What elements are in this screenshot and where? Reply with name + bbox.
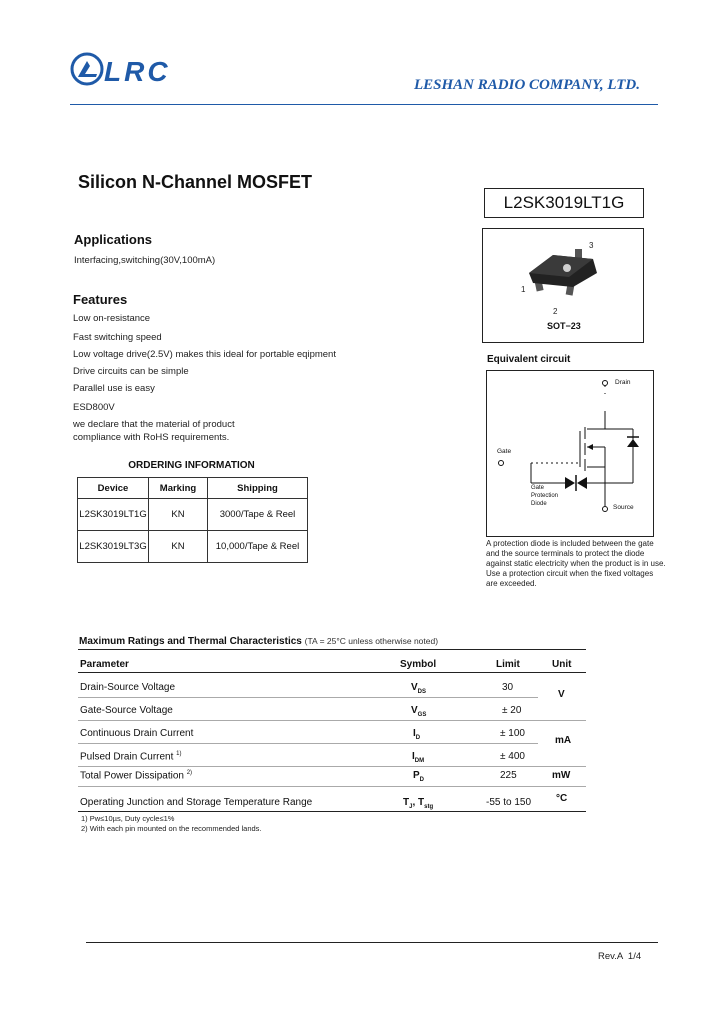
row-rule: [78, 743, 538, 744]
row-rule: [78, 766, 586, 767]
header-marking: Marking: [149, 478, 208, 499]
diode-label-1: Gate: [531, 485, 545, 491]
sot23-package-icon: [523, 243, 607, 303]
symbol-main: P: [413, 770, 420, 781]
unit-temperature: °C: [556, 793, 568, 804]
param-cell: [80, 751, 182, 762]
symbol-main: T: [403, 797, 410, 808]
feature-item: Fast switching speed: [73, 332, 162, 343]
feature-item: compliance with RoHS requirements.: [73, 432, 230, 443]
note-line: A protection diode is included between the gate: [486, 539, 654, 548]
param-cell: [80, 770, 192, 781]
footnote: 1) Pw≤10µs, Duty cycle≤1%: [81, 814, 175, 823]
diode-label-2: Protection: [531, 493, 559, 499]
footnote: 2) With each pin mounted on the recommended lands.: [81, 824, 262, 833]
param-cell: Drain-Source Voltage: [80, 682, 176, 693]
marking-cell: KN: [149, 499, 208, 531]
symbol-main: I: [412, 751, 415, 762]
header-shipping: Shipping: [208, 478, 308, 499]
symbol-cell: [403, 797, 433, 810]
logo-text: LRC: [104, 56, 171, 87]
symbol-sub: J: [409, 804, 413, 810]
symbol-cell: [413, 770, 424, 783]
applications-text: Interfacing,switching(30V,100mA): [74, 255, 216, 266]
marking-cell: KN: [149, 531, 208, 563]
header-limit: Limit: [496, 659, 520, 670]
unit-power: mW: [552, 770, 571, 781]
header-unit: Unit: [552, 659, 572, 670]
symbol-sub: GS: [417, 712, 427, 718]
source-label: Source: [613, 504, 634, 511]
symbol-cell: [411, 682, 426, 695]
symbol-cell: [412, 751, 424, 764]
applications-heading: Applications: [74, 232, 153, 247]
table-bottom-rule: [78, 811, 586, 812]
features-heading: Features: [73, 292, 128, 307]
row-rule: [78, 786, 586, 787]
symbol-sub: DS: [417, 689, 427, 695]
package-box: [482, 228, 644, 343]
limit-cell: 30: [502, 682, 514, 693]
note-line: are exceeded.: [486, 579, 537, 588]
limit-cell: ± 100: [500, 728, 525, 739]
symbol-main: I: [413, 728, 416, 739]
footnote-ref: 2): [186, 770, 193, 776]
part-number: L2SK3019LT1G: [503, 193, 625, 212]
max-ratings-condition: (TA = 25°C unless otherwise noted): [304, 636, 439, 646]
max-ratings-title: [79, 636, 438, 647]
page-title: Silicon N-Channel MOSFET: [78, 172, 313, 192]
max-ratings-title-text: Maximum Ratings and Thermal Characteristics: [79, 636, 302, 647]
ordering-heading: ORDERING INFORMATION: [128, 460, 255, 471]
unit-current: mA: [555, 735, 572, 746]
ordering-table: [77, 477, 308, 563]
equivalent-circuit-box: [486, 370, 654, 537]
footnote-ref: 1): [176, 751, 182, 757]
lrc-logo-icon: [70, 52, 104, 86]
device-cell: L2SK3019LT1G: [78, 499, 149, 531]
device-cell: L2SK3019LT3G: [78, 531, 149, 563]
param-cell: Gate-Source Voltage: [80, 705, 173, 716]
symbol-sub: D: [419, 777, 425, 783]
gate-label: Gate: [497, 448, 512, 455]
unit-voltage: V: [558, 689, 565, 700]
param-text: Total Power Dissipation: [80, 770, 184, 782]
pin1-label: 1: [521, 285, 526, 294]
feature-item: Low voltage drive(2.5V) makes this ideal for portable eqipment: [73, 349, 336, 360]
note-line: against static electricity when the product is in use.: [486, 559, 666, 568]
param-text: Pulsed Drain Current: [80, 751, 174, 763]
symbol-main-2: , T: [412, 797, 425, 808]
circuit-diagram: [487, 371, 653, 536]
symbol-main: V: [411, 705, 418, 716]
header-divider: [70, 104, 658, 105]
symbol-sub: D: [415, 735, 421, 741]
part-number-box: [484, 188, 644, 218]
company-name: LESHAN RADIO COMPANY, LTD.: [414, 77, 641, 93]
package-name: SOT−23: [547, 321, 581, 331]
revision-label: Rev.A 1/4: [598, 951, 642, 962]
pin2-label: 2: [553, 307, 558, 316]
footer-divider: [86, 942, 658, 943]
note-line: and the source terminals to protect the diode: [486, 549, 645, 558]
symbol-cell: [413, 728, 420, 741]
table-row: [78, 499, 308, 531]
feature-item: Low on-resistance: [73, 313, 151, 324]
table-row: [78, 531, 308, 563]
header-symbol: Symbol: [400, 659, 437, 670]
feature-item: we declare that the material of product: [73, 419, 235, 430]
symbol-sub: DM: [414, 758, 425, 764]
table-header-rule: [78, 672, 586, 673]
feature-item: ESD800V: [73, 402, 115, 413]
shipping-cell: 3000/Tape & Reel: [208, 499, 308, 531]
limit-cell: -55 to 150: [486, 797, 532, 808]
symbol-sub-2: stg: [424, 804, 434, 810]
equivalent-circuit-label: Equivalent circuit: [487, 354, 571, 365]
pin3-label: 3: [589, 241, 594, 250]
symbol-cell: [411, 705, 426, 718]
shipping-cell: 10,000/Tape & Reel: [208, 531, 308, 563]
protection-note: [486, 539, 666, 589]
param-cell: Continuous Drain Current: [80, 728, 194, 739]
limit-cell: ± 20: [502, 705, 522, 716]
limit-cell: ± 400: [500, 751, 525, 762]
row-rule: [78, 697, 538, 698]
header-device: Device: [78, 478, 149, 499]
diode-label-3: Diode: [531, 501, 547, 507]
table-top-rule: [78, 649, 586, 650]
symbol-main: V: [411, 682, 418, 693]
row-rule: [78, 720, 586, 721]
param-cell: Operating Junction and Storage Temperature Range: [80, 797, 313, 808]
drain-label: Drain: [615, 379, 631, 386]
limit-cell: 225: [500, 770, 517, 781]
header-parameter: Parameter: [80, 659, 129, 670]
note-line: Use a protection circuit when the fixed voltages: [486, 569, 654, 578]
table-header-row: [78, 478, 308, 499]
feature-item: Parallel use is easy: [73, 383, 155, 394]
feature-item: Drive circuits can be simple: [73, 366, 189, 377]
